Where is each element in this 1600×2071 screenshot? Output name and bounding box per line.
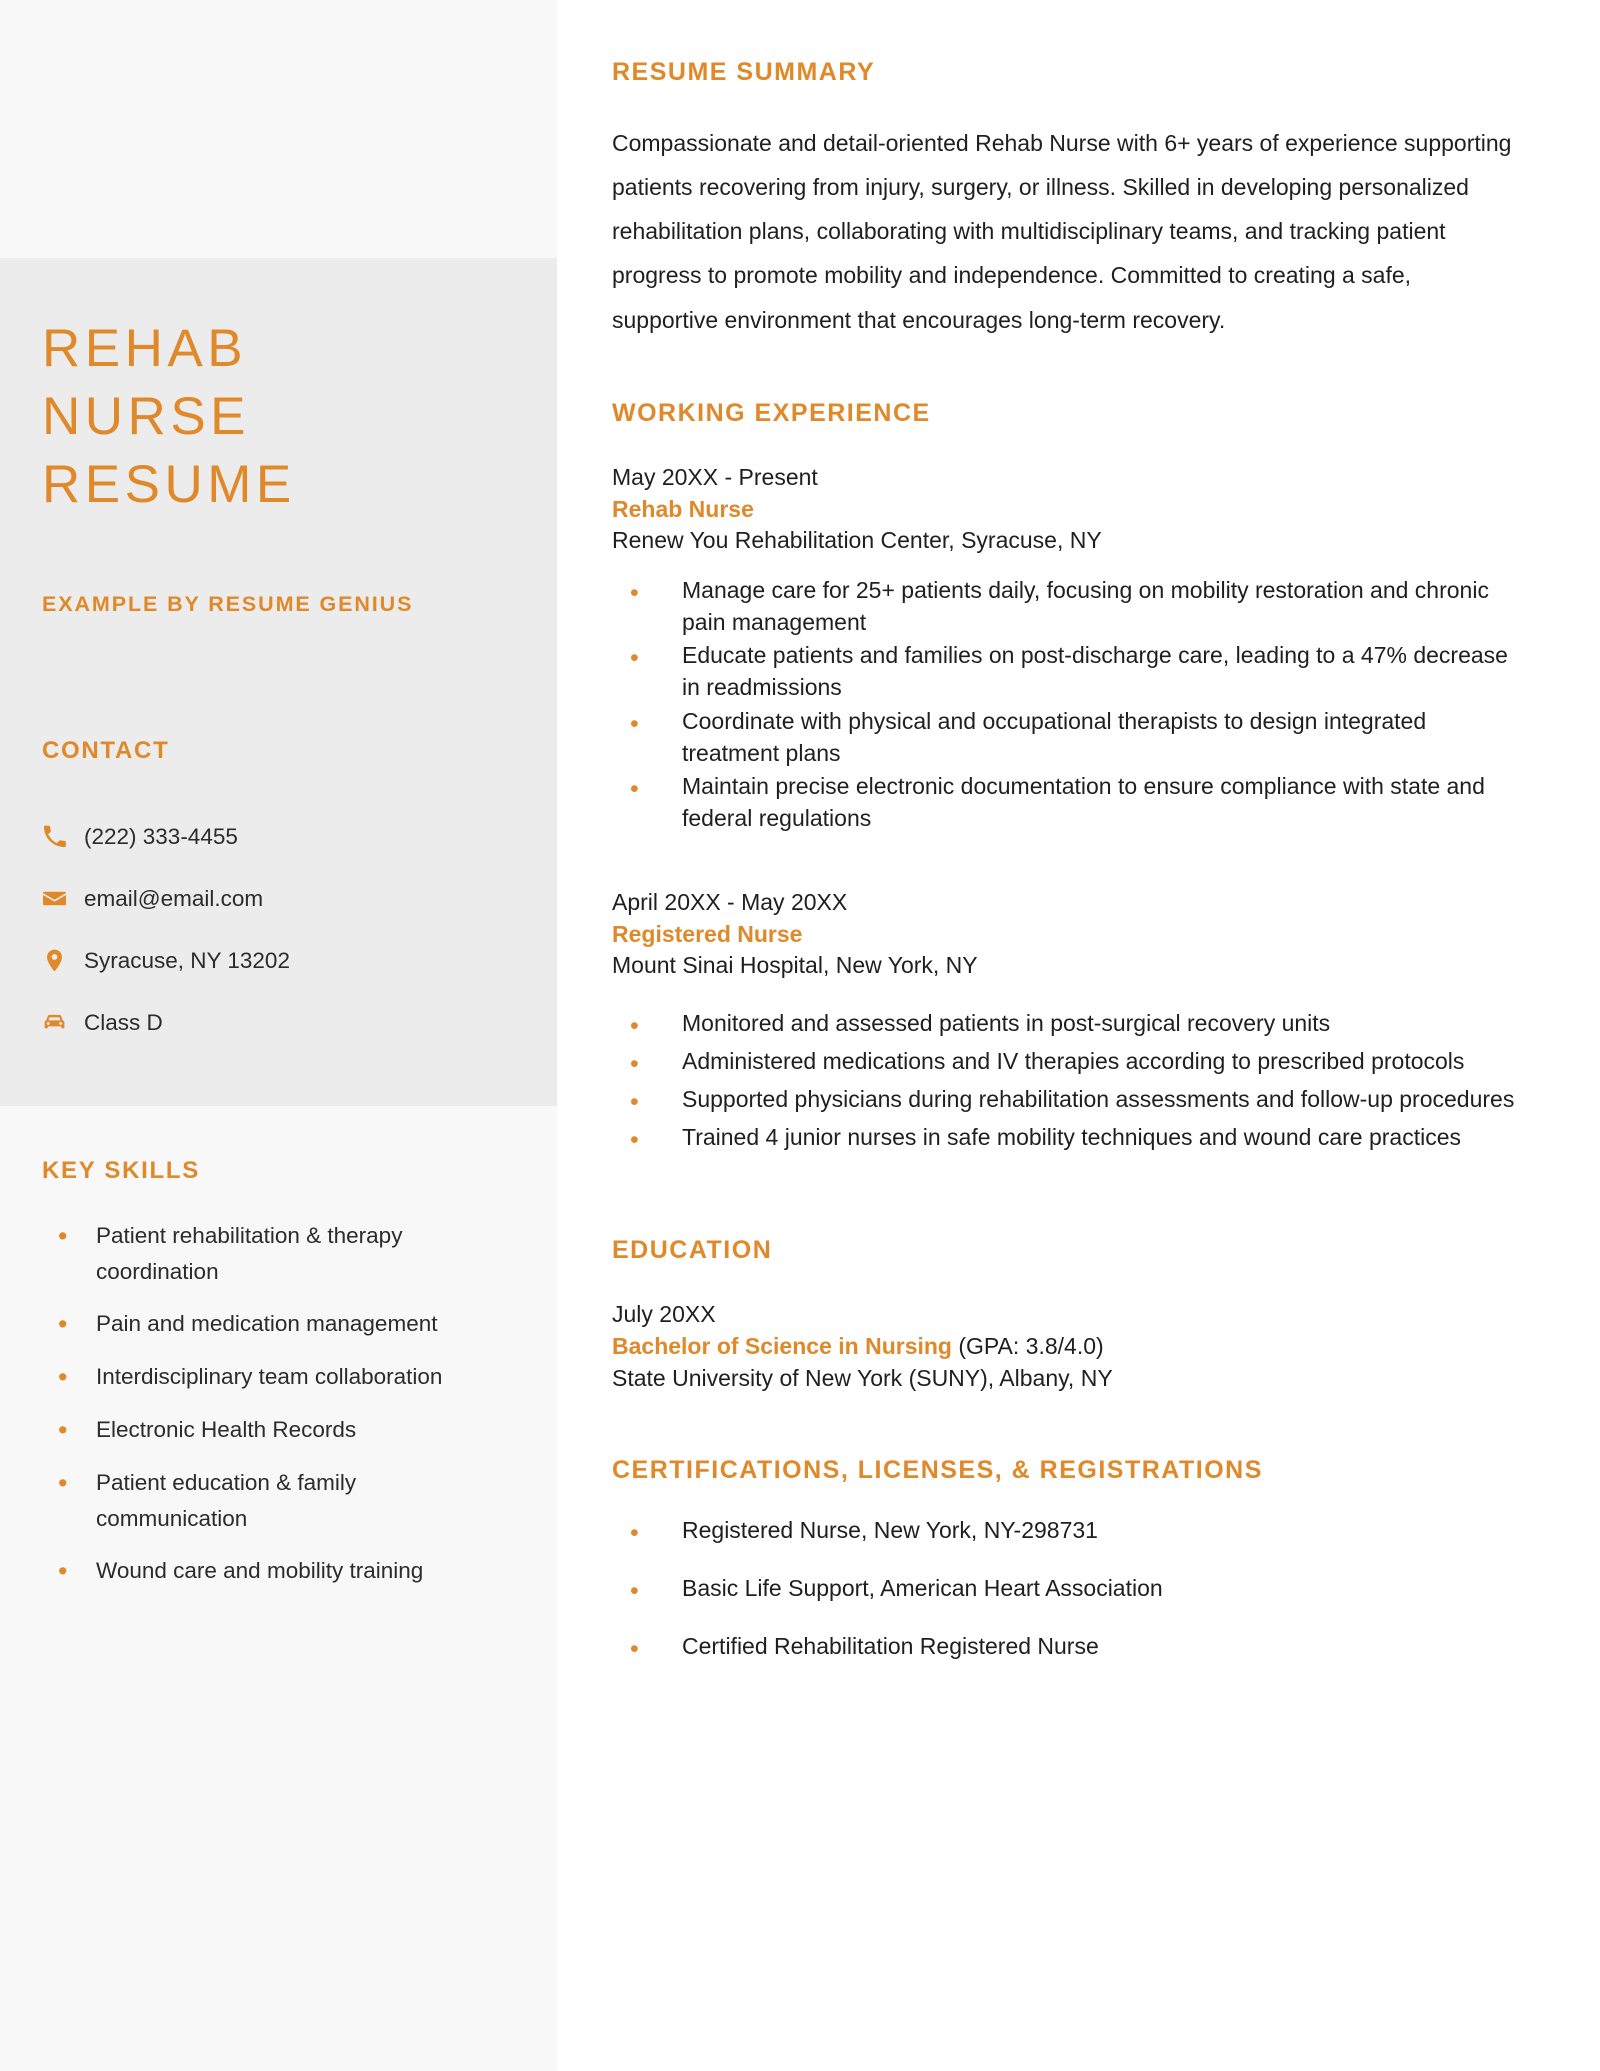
bullet-label: Manage care for 25+ patients daily, focusing on mobility restoration and chronic pain management: [682, 576, 1489, 635]
main-content: [612, 0, 1552, 1689]
bullet-dot-icon: •: [58, 1468, 68, 1499]
education-date: July 20XX: [612, 1301, 716, 1328]
contact-email-value: email@email.com: [84, 885, 264, 911]
summary-heading: RESUME SUMMARY: [612, 58, 876, 86]
bullet-dot-icon: •: [630, 1050, 639, 1079]
name-line-3: RESUME: [42, 454, 296, 514]
job-organization: Mount Sinai Hospital, New York, NY: [612, 952, 978, 979]
experience-entry-1: [612, 462, 1552, 835]
bullet-label: Maintain precise electronic documentation to ensure compliance with state and federal regulations: [682, 773, 1485, 832]
bullet-dot-icon: •: [630, 1012, 639, 1041]
contact-item-location: [42, 929, 512, 991]
education-school: State University of New York (SUNY), Albany, NY: [612, 1364, 1113, 1391]
skill-label: Patient rehabilitation & therapy coordination: [96, 1223, 403, 1284]
bullet-dot-icon: •: [58, 1309, 68, 1340]
list-item: [630, 1515, 1552, 1551]
experience-entry-2: [612, 887, 1552, 1158]
section-resume-summary: [612, 58, 1552, 342]
bullet-dot-icon: •: [630, 1635, 639, 1664]
location-pin-icon: [42, 948, 84, 973]
job-organization: Renew You Rehabilitation Center, Syracuse, NY: [612, 527, 1102, 554]
certifications-heading: CERTIFICATIONS, LICENSES, & REGISTRATIONS: [612, 1456, 1263, 1485]
job-title: Rehab Nurse: [612, 495, 754, 522]
envelope-icon: [42, 886, 84, 911]
bullet-label: Supported physicians during rehabilitation assessments and follow-up procedures: [682, 1086, 1515, 1113]
list-item: [58, 1553, 498, 1589]
list-item: [630, 1046, 1552, 1082]
list-item: [58, 1306, 498, 1342]
list-item: [630, 1631, 1552, 1667]
list-item: [630, 1084, 1552, 1120]
education-heading: EDUCATION: [612, 1236, 773, 1265]
bullet-label: Coordinate with physical and occupational therapists to design integrated treatment plans: [682, 707, 1427, 766]
education-degree-line: [612, 1331, 1552, 1363]
bullet-dot-icon: •: [630, 1577, 639, 1606]
education-gpa: (GPA: 3.8/4.0): [951, 1332, 1104, 1359]
bullet-dot-icon: •: [58, 1556, 68, 1587]
education-entry: [612, 1299, 1552, 1394]
list-item: [58, 1218, 498, 1289]
bullet-label: Administered medications and IV therapies according to prescribed protocols: [682, 1048, 1465, 1075]
bullet-dot-icon: •: [630, 775, 639, 804]
contact-phone-value: (222) 333-4455: [84, 823, 238, 849]
skill-label: Wound care and mobility training: [96, 1558, 424, 1584]
summary-text: Compassionate and detail-oriented Rehab Nurse with 6+ years of experience supporting patients recovering from injury, surgery, or illness. Skilled in developing personalized rehabilitation plans, collaborating with multidisciplinary teams, and tracking patient progress to promote mobility and independence. Committed to creating a safe, supportive environment that encourages long-term recovery.: [612, 130, 1512, 333]
job-bullet-list: [630, 1008, 1552, 1158]
candidate-name-block: [42, 315, 512, 518]
list-item: [58, 1465, 498, 1536]
contact-license-value: Class D: [84, 1009, 163, 1035]
list-item: [58, 1359, 498, 1395]
job-dates: May 20XX - Present: [612, 463, 818, 490]
contact-item-license: [42, 991, 512, 1053]
bullet-dot-icon: •: [58, 1415, 68, 1446]
phone-icon: [42, 824, 84, 849]
skill-label: Pain and medication management: [96, 1311, 438, 1337]
list-item: [58, 1412, 498, 1448]
contact-item-email: [42, 867, 512, 929]
bullet-label: Monitored and assessed patients in post-surgical recovery units: [682, 1010, 1331, 1037]
bullet-dot-icon: •: [58, 1362, 68, 1393]
certification-label: Basic Life Support, American Heart Association: [682, 1575, 1163, 1602]
certification-label: Certified Rehabilitation Registered Nurse: [682, 1633, 1099, 1660]
bullet-dot-icon: •: [630, 1126, 639, 1155]
bullet-label: Educate patients and families on post-discharge care, leading to a 47% decrease in readmissions: [682, 642, 1508, 701]
experience-heading: WORKING EXPERIENCE: [612, 398, 931, 427]
bullet-dot-icon: •: [58, 1221, 68, 1251]
contact-item-phone: [42, 805, 512, 867]
job-bullet-list: [630, 575, 1552, 835]
job-dates: April 20XX - May 20XX: [612, 888, 848, 915]
education-degree: Bachelor of Science in Nursing: [612, 1332, 952, 1359]
section-working-experience: [612, 399, 1552, 1158]
name-line-2: NURSE: [42, 386, 251, 446]
list-item: [630, 575, 1552, 638]
bullet-dot-icon: •: [630, 644, 639, 673]
name-line-1: REHAB: [42, 319, 248, 378]
key-skills-heading: KEY SKILLS: [42, 1157, 200, 1184]
section-education: [612, 1236, 1552, 1394]
list-item: [630, 706, 1552, 769]
list-item: [630, 1008, 1552, 1044]
bullet-label: Trained 4 junior nurses in safe mobility techniques and wound care practices: [682, 1124, 1462, 1151]
contact-location-value: Syracuse, NY 13202: [84, 947, 290, 973]
list-item: [630, 771, 1552, 834]
skill-label: Patient education & family communication: [96, 1470, 357, 1531]
list-item: [630, 640, 1552, 703]
byline: EXAMPLE BY RESUME GENIUS: [42, 592, 414, 616]
job-title: Registered Nurse: [612, 920, 803, 947]
skill-label: Interdisciplinary team collaboration: [96, 1364, 443, 1390]
bullet-dot-icon: •: [630, 578, 639, 607]
certifications-list: [630, 1515, 1552, 1667]
bullet-dot-icon: •: [630, 1088, 639, 1117]
section-certifications: [612, 1456, 1552, 1667]
skill-label: Electronic Health Records: [96, 1417, 357, 1443]
key-skills-list: [58, 1218, 498, 1606]
car-icon: [42, 1010, 84, 1035]
contact-list: [42, 805, 512, 1053]
list-item: [630, 1573, 1552, 1609]
certification-label: Registered Nurse, New York, NY-298731: [682, 1517, 1098, 1544]
list-item: [630, 1122, 1552, 1158]
contact-heading: CONTACT: [42, 737, 170, 764]
bullet-dot-icon: •: [630, 1519, 639, 1548]
bullet-dot-icon: •: [630, 709, 639, 738]
